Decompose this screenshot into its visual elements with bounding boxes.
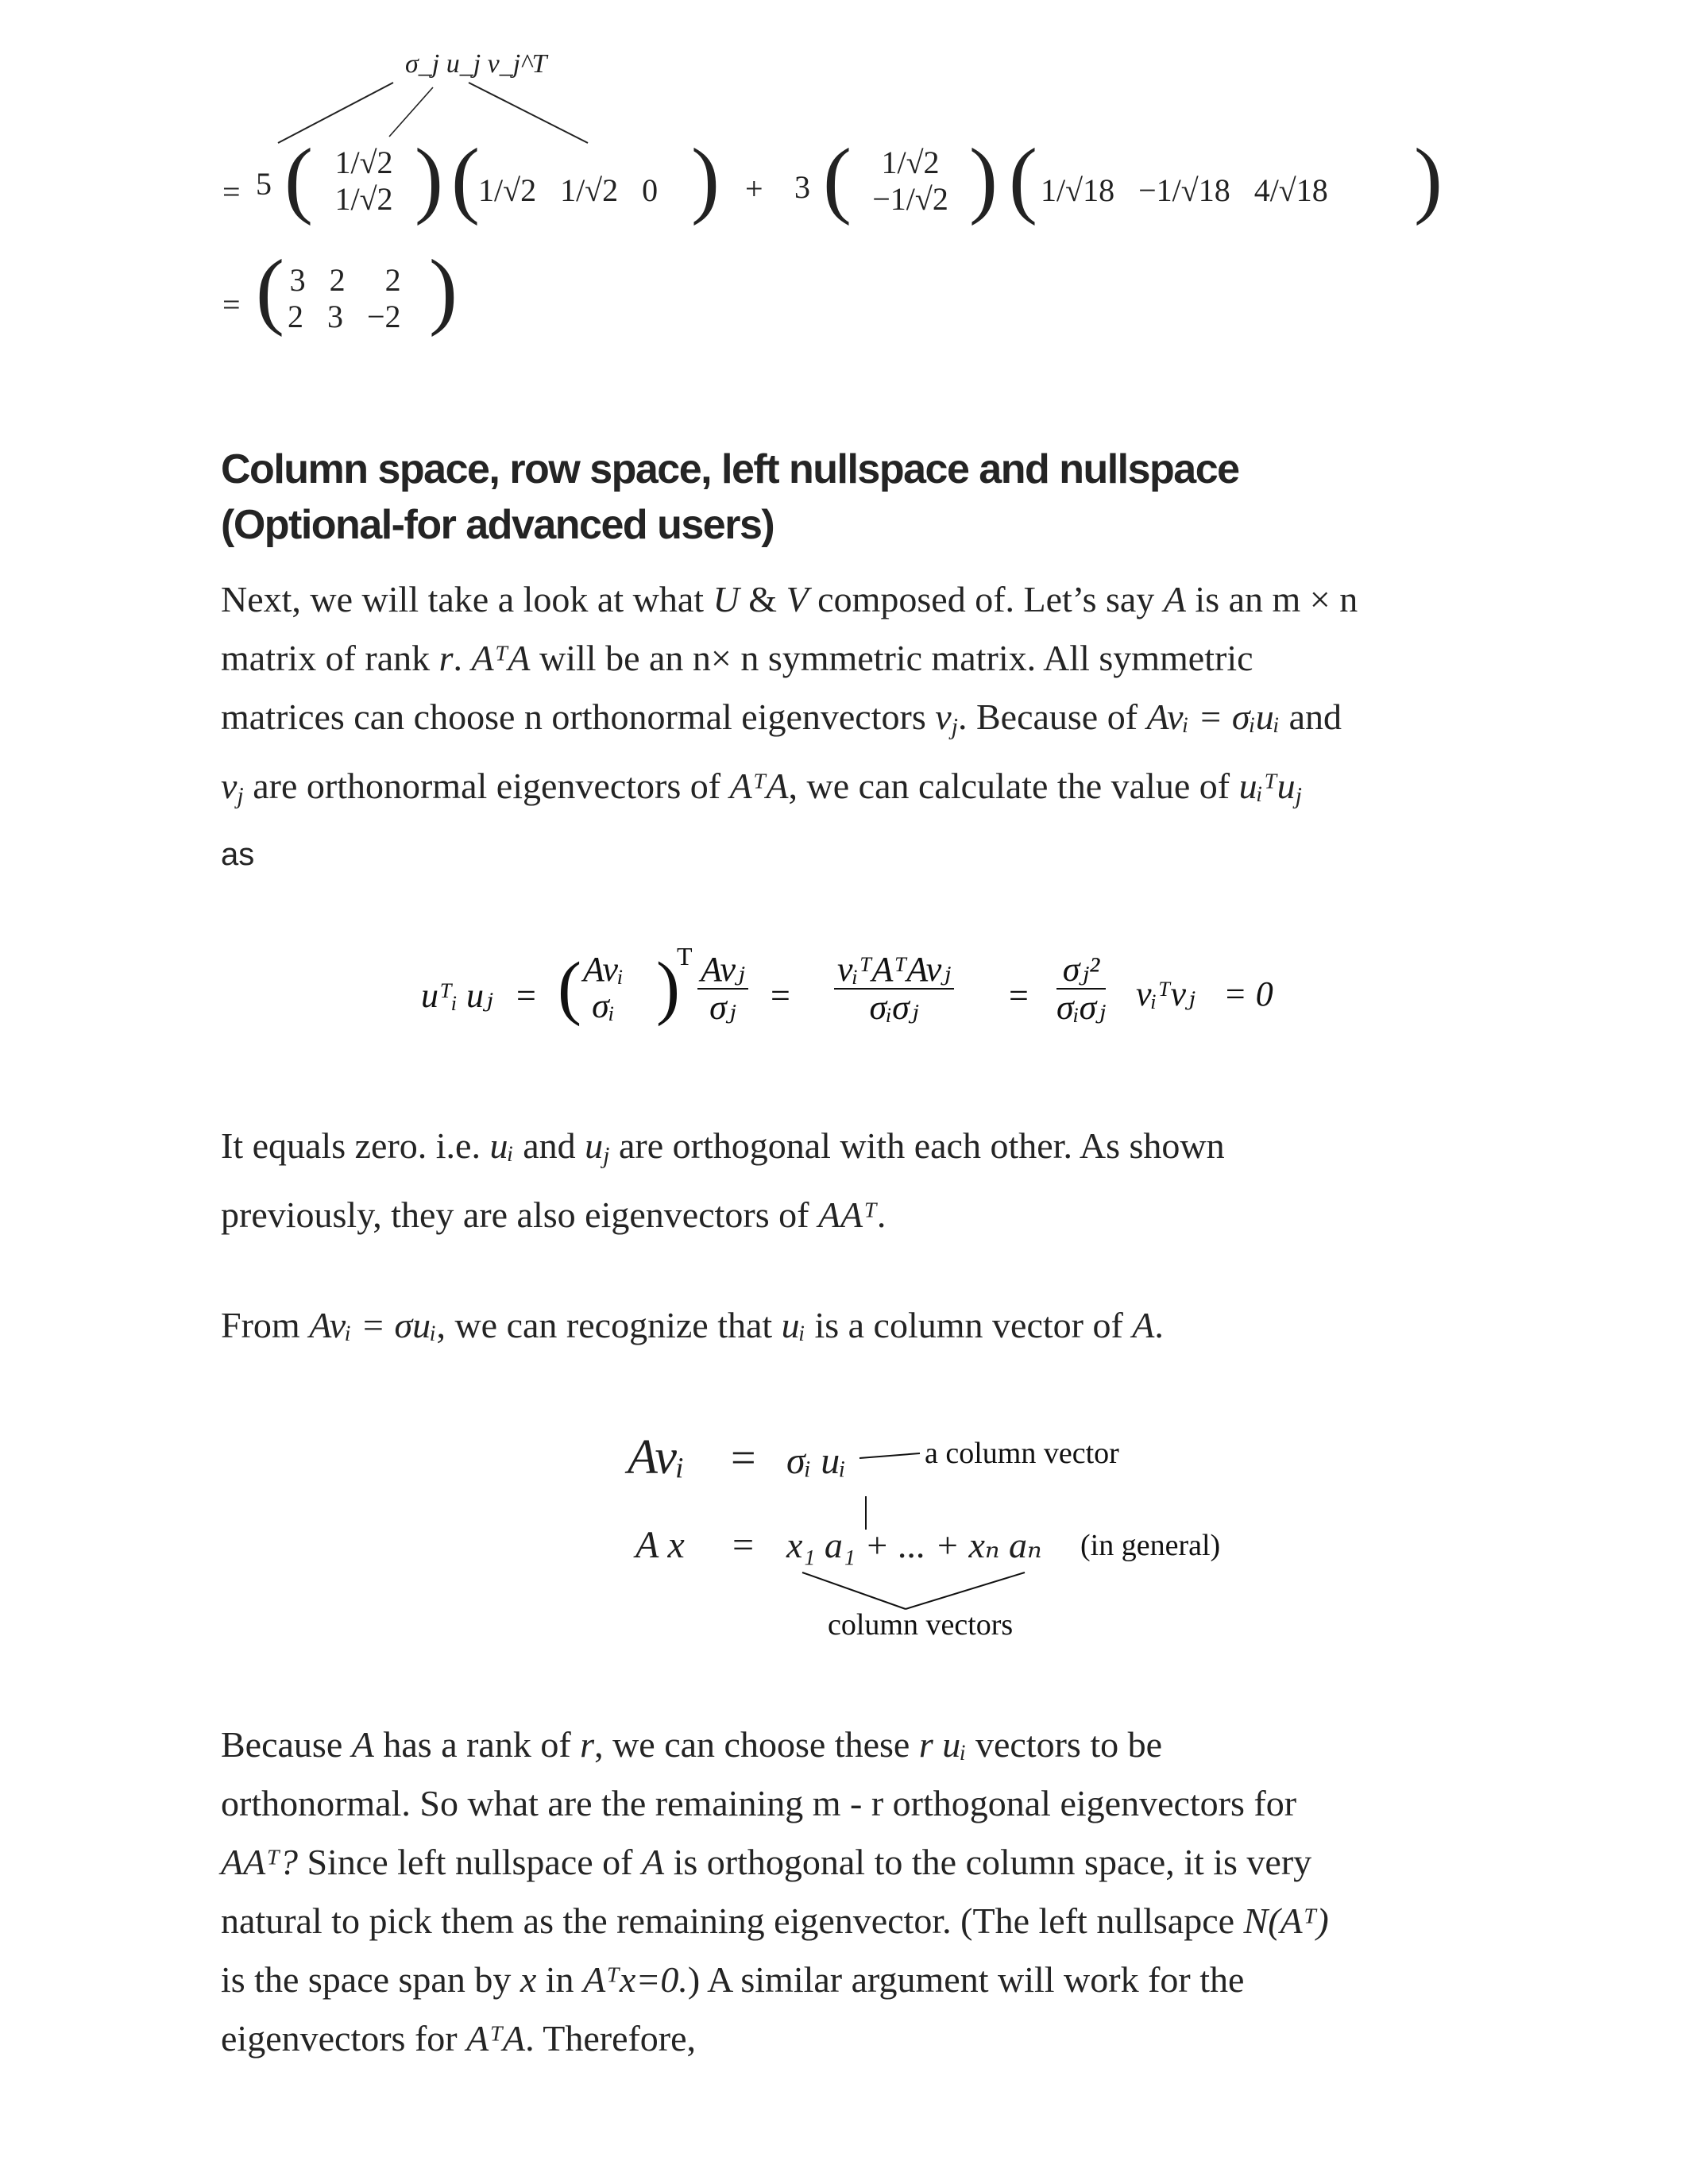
note-in-general: (in general) [1080, 1529, 1221, 1562]
col1-top: 1/√2 [334, 145, 393, 180]
row2-lhs: A x [635, 1524, 685, 1566]
row1-eq: = [731, 1433, 756, 1483]
paragraph-column-vector: From Avᵢ = σuᵢ, we can recognize that uᵢ is a column vector of A. [221, 1305, 1164, 1345]
plus-sign: + [745, 171, 763, 206]
equals-sign: = [222, 287, 241, 322]
formula-lhs: uᵀᵢ uⱼ [421, 976, 493, 1015]
svd-annotation: σ_j u_j v_j^T [405, 49, 547, 79]
equals-sign: = [771, 976, 790, 1015]
row1-lhs: Avᵢ [628, 1430, 685, 1484]
frac2-den: σⱼ [709, 988, 736, 1027]
paragraph-intro: Next, we will take a look at what U & V composed of. Let’s say A is an m × n matrix of rank r. AᵀA will be an n× n symmetric matrix. All symmetric matrices can choose n orthonormal eigenvectors $v_j$. Because of Avᵢ = σᵢuᵢ and $v_j$ are orthonormal eigenvectors of AᵀA, we can calculate the value of uᵢᵀu$_j$ as [221, 579, 1358, 873]
result-row-top: 3 2 2 [289, 262, 401, 298]
coefficient-5: 5 [256, 166, 272, 202]
frac1-den: σᵢ [592, 986, 615, 1025]
paragraph-left-nullspace: Because A has a rank of r, we can choose these r uᵢ vectors to be orthonormal. So what are the remaining m - r orthogonal eigenvectors for AAᵀ? Since left nullspace of A is orthogonal to the column space, it is very natural to pick them as the remaining eigenvector. (The left nullsapce N(Aᵀ) is the space span by x in Aᵀx=0.) A similar argument will work for the eigenvectors for AᵀA. Therefore, [221, 1724, 1329, 2059]
col2-top: 1/√2 [881, 145, 940, 180]
column-vector-diagram [620, 1430, 1335, 1652]
frac3-den: σᵢσⱼ [869, 988, 919, 1027]
row2-eq: = [732, 1524, 755, 1566]
frac4-den: σᵢσⱼ [1056, 988, 1106, 1027]
formula-tail: vᵢᵀvⱼ [1136, 974, 1196, 1013]
equals-sign: = [516, 976, 536, 1015]
col2-bottom: −1/√2 [872, 181, 948, 217]
frac1-num: Avᵢ [583, 950, 624, 989]
row2-rhs: x₁ a₁ + ... + xₙ aₙ [786, 1525, 1042, 1565]
frac4-num: σⱼ² [1056, 951, 1106, 990]
note-column-vector: a column vector [925, 1437, 1119, 1470]
equals-sign: = [222, 174, 241, 210]
frac2-num: Avⱼ [697, 951, 748, 990]
result-row-bottom: 2 3 −2 [288, 299, 401, 334]
col1-bottom: 1/√2 [334, 181, 393, 217]
row1-rhs: σᵢ uᵢ [786, 1440, 846, 1482]
formula-result: = 0 [1223, 974, 1273, 1013]
equals-sign: = [1009, 976, 1029, 1015]
note-column-vectors: column vectors [828, 1608, 1014, 1642]
row1-values: 1/√2 1/√2 0 [478, 172, 659, 208]
paragraph-orthogonal: It equals zero. i.e. uᵢ and $u_j$ are orthogonal with each other. As shown previously, they are also eigenvectors of AAᵀ. [221, 1125, 1225, 1235]
section-heading [221, 442, 1571, 553]
row2-values: 1/√18 −1/√18 4/√18 [1041, 172, 1328, 208]
heading-line-2: (Optional-for advanced users) [221, 502, 774, 548]
frac3-num: vᵢᵀAᵀAvⱼ [834, 951, 954, 990]
heading-line-1: Column space, row space, left nullspace and nullspace [221, 446, 1239, 492]
transpose-mark: T [677, 942, 693, 970]
coefficient-3: 3 [794, 169, 810, 205]
